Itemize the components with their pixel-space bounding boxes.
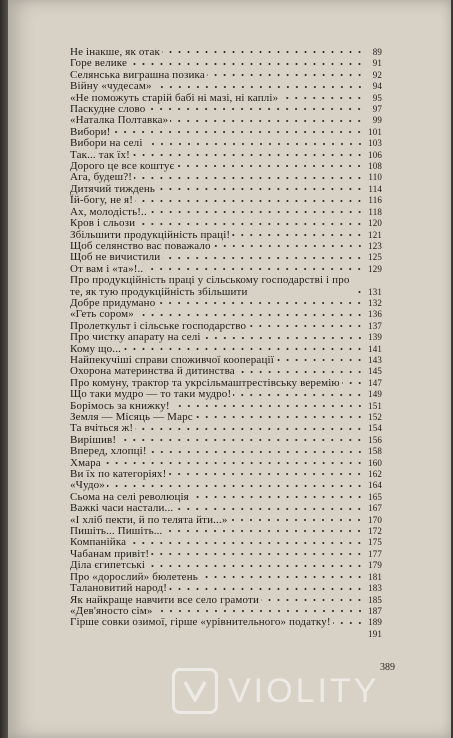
toc-entry-page: 141: [368, 343, 382, 354]
toc-entry-page: 137: [368, 320, 382, 331]
toc-entry-page: 187: [368, 605, 382, 616]
toc-entry-page: 191: [368, 628, 382, 639]
dot-leader: [157, 185, 364, 193]
toc-entry-page: 179: [368, 560, 382, 571]
dot-leader: [157, 299, 364, 307]
toc-entry: [70, 469, 382, 480]
toc-entry-title: Компанійка: [70, 536, 127, 549]
dot-leader: [170, 117, 364, 125]
toc-entry-title: «Геть сором»: [70, 308, 134, 321]
toc-entry-title: Про комуну, трактор та укрсільмаштрестівську веремію: [70, 376, 340, 389]
dot-leader: [229, 516, 364, 524]
toc-entry-title: Добре придумано: [70, 296, 156, 309]
toc-entry-title: Так... так їх!: [70, 148, 130, 161]
toc-entry-title: Про чистку апарату на селі: [70, 331, 201, 344]
toc-entry-page: 177: [368, 548, 382, 559]
toc-entry-page: 136: [368, 309, 382, 320]
dot-leader: [203, 334, 364, 342]
dot-leader: [261, 596, 364, 604]
table-of-contents: [70, 47, 382, 640]
toc-entry-page: 151: [368, 400, 382, 411]
toc-entry-title: «Чудо»: [70, 479, 105, 492]
toc-entry: [70, 138, 382, 149]
dot-leader: [164, 527, 364, 535]
toc-entry-page: 181: [368, 571, 382, 582]
dot-leader: [162, 48, 364, 56]
toc-entry-title: Гірше совки озимої, гірше «урівнительного» податку!: [70, 616, 331, 629]
dot-leader: [195, 413, 364, 421]
toc-entry-page: 94: [372, 81, 382, 92]
toc-entry: [70, 389, 382, 400]
toc-entry-page: 149: [368, 389, 382, 400]
toc-entry: [70, 252, 382, 263]
dot-leader: [147, 562, 364, 570]
toc-entry-page: 165: [368, 491, 382, 502]
dot-leader: [145, 140, 364, 148]
toc-entry-title: Ага, будеш?!: [70, 171, 133, 184]
toc-entry-page: 145: [368, 366, 382, 377]
dot-leader: [154, 83, 364, 91]
dot-leader: [134, 174, 364, 182]
toc-entry-page: 106: [368, 149, 382, 160]
dot-leader: [280, 94, 364, 102]
toc-entry-title: Талановитий народ!: [70, 582, 168, 595]
dot-leader: [149, 448, 364, 456]
dot-leader: [276, 356, 364, 364]
dot-leader: [342, 379, 364, 387]
toc-entry-title: Селянська виграшна позика: [70, 68, 205, 81]
dot-leader: [237, 368, 364, 376]
dot-leader: [232, 231, 364, 239]
toc-entry-title: Важкі часи настали...: [70, 502, 174, 515]
toc-entry: [70, 503, 382, 514]
toc-entry-title: «І хліб пекти, й по телята йти...»: [70, 513, 228, 526]
dot-leader: [176, 162, 364, 170]
toc-entry-page: 167: [368, 503, 382, 514]
toc-entry-page: 162: [368, 469, 382, 480]
spacer: [70, 630, 364, 638]
toc-entry-title: Борімось за книжку!: [70, 399, 170, 412]
book-binding-edge: [0, 0, 8, 738]
toc-entry-title: Щоб селянство вас поважало: [70, 239, 211, 252]
toc-entry-page: 154: [368, 423, 382, 434]
toc-entry: [70, 560, 382, 571]
toc-entry: [70, 332, 382, 343]
toc-entry-title: «Не поможуть старій бабі ні мазі, ні каплі»: [70, 91, 279, 104]
watermark: [172, 668, 379, 714]
toc-entry-continuation: [70, 629, 382, 640]
toc-entry-page: 103: [368, 138, 382, 149]
toc-entry: [70, 423, 382, 434]
toc-entry-page: 125: [368, 252, 382, 263]
dot-leader: [135, 197, 364, 205]
toc-entry-page: 160: [368, 457, 382, 468]
dot-leader: [123, 345, 364, 353]
dot-leader: [168, 470, 364, 478]
toc-entry-page: 183: [368, 583, 382, 594]
toc-entry: [70, 115, 382, 126]
toc-entry-title: Дорого це все коштує: [70, 160, 175, 173]
toc-entry-title: Пролеткульт і сільське господарство: [70, 319, 247, 332]
toc-entry-page: 118: [368, 206, 382, 217]
dot-leader: [103, 459, 364, 467]
toc-entry: [70, 195, 382, 206]
toc-entry-title: Щоб не вичистили: [70, 251, 161, 264]
toc-entry: [70, 446, 382, 457]
toc-entry-page: 129: [368, 263, 382, 274]
toc-entry-page: 123: [368, 240, 382, 251]
dot-leader: [145, 265, 364, 273]
watermark-brand: VIOLITY: [228, 671, 380, 710]
toc-entry-title: Сьома на селі революція: [70, 490, 189, 503]
toc-entry-page: 114: [368, 183, 382, 194]
toc-entry-title: Найпекучіші справи споживчої кооперації: [70, 353, 274, 366]
violity-logo-icon: [172, 668, 218, 714]
toc-entry-title: Паскудне слово: [70, 103, 146, 116]
toc-entry-page: 116: [368, 195, 382, 206]
toc-entry-title: «Дев'яносто сім»: [70, 604, 153, 617]
dot-leader: [149, 208, 364, 216]
toc-entry-page: 132: [368, 297, 382, 308]
dot-leader: [354, 288, 364, 296]
toc-entry-page: 95: [372, 92, 382, 103]
page-number: 389: [380, 662, 395, 673]
dot-leader: [191, 493, 364, 501]
toc-entry-title: Збільшити продукційність праці!: [70, 228, 231, 241]
toc-entry-page: 120: [368, 218, 382, 229]
toc-entry-title: Горе велике: [70, 57, 128, 70]
dot-leader: [112, 128, 364, 136]
toc-entry-page: 152: [368, 412, 382, 422]
toc-entry-title: Пишіть... Пишіть...: [70, 525, 163, 538]
dot-leader: [233, 391, 364, 399]
toc-entry-title: Вирішив!: [70, 433, 117, 446]
toc-entry-title: Ви їх по категоріях!: [70, 468, 167, 481]
toc-entry-title: Кров і сльози: [70, 217, 136, 230]
dot-leader: [200, 573, 364, 581]
toc-entry-page: 164: [368, 480, 382, 491]
toc-entry-page: 92: [372, 69, 382, 80]
dot-leader: [169, 585, 364, 593]
dot-leader: [162, 254, 364, 262]
toc-entry-page: 175: [368, 537, 382, 548]
dot-leader: [107, 482, 364, 490]
dot-leader: [132, 151, 364, 159]
toc-entry: [70, 81, 382, 92]
toc-entry-page: 89: [372, 47, 382, 57]
dot-leader: [207, 71, 364, 79]
toc-entry-title: Війну «чудесам»: [70, 80, 152, 93]
toc-entry-title: Вибори!: [70, 125, 111, 138]
toc-entry-page: 121: [368, 229, 382, 240]
toc-entry: [70, 275, 382, 298]
toc-entry-page: 97: [372, 104, 382, 115]
toc-entry: [70, 617, 382, 628]
toc-entry-title: Що таки мудро — то таки мудро!: [70, 388, 232, 401]
dot-leader: [118, 436, 364, 444]
dot-leader: [213, 242, 364, 250]
toc-entry-title: Хмара: [70, 456, 101, 469]
dot-leader: [128, 539, 364, 547]
toc-entry-page: 189: [368, 617, 382, 628]
toc-entry-title: Та вчіться ж!: [70, 422, 134, 435]
toc-entry-page: 131: [368, 286, 382, 297]
toc-entry-title: Охорона материнства й дитинства: [70, 365, 235, 378]
toc-entry-page: 156: [368, 434, 382, 445]
dot-leader: [137, 220, 364, 228]
toc-entry-page: 185: [368, 594, 382, 605]
toc-entry-page: 108: [368, 161, 382, 172]
dot-leader: [172, 402, 364, 410]
toc-entry-title: Вперед, хлопці!: [70, 445, 147, 458]
dot-leader: [175, 505, 364, 513]
toc-entry-page: 158: [368, 446, 382, 457]
dot-leader: [248, 322, 364, 330]
toc-entry-title: Як найкраще навчити все село грамоти: [70, 593, 260, 606]
toc-entry-title: Дитячий тиждень: [70, 182, 156, 195]
toc-entry-page: 99: [372, 115, 382, 126]
dot-leader: [129, 60, 364, 68]
toc-entry-page: 91: [372, 58, 382, 69]
toc-entry-title: Земля — Місяць — Марс: [70, 411, 193, 423]
dot-leader: [135, 425, 364, 433]
toc-entry-title: Про продукційність праці у сільському господарстві і про те, як тую продукційність збільшити: [70, 274, 350, 298]
toc-entry-title: Кому що...: [70, 342, 122, 355]
dot-leader: [136, 311, 364, 319]
toc-entry-title: Про «дорослий» бюлетень: [70, 570, 198, 583]
toc-entry-title: От вам і «та»!..: [70, 262, 144, 275]
dot-leader: [155, 607, 364, 615]
toc-entry-title: Чабанам привіт!: [70, 547, 150, 560]
toc-entry: [70, 218, 382, 229]
dot-leader: [147, 105, 364, 113]
dot-leader: [151, 550, 364, 558]
toc-entry-page: 110: [368, 172, 382, 183]
toc-entry-title: Ах, молодість!..: [70, 205, 147, 218]
toc-entry-page: 172: [368, 526, 382, 537]
book-page: [8, 0, 451, 738]
toc-entry-title: «Наталка Полтавка»: [70, 114, 169, 127]
toc-entry-title: Не інакше, як отак: [70, 46, 160, 58]
toc-entry-title: Їй-богу, не я!: [70, 194, 134, 207]
dot-leader: [333, 619, 364, 627]
toc-entry: [70, 583, 382, 594]
toc-entry-title: Діла єгипетські: [70, 559, 146, 572]
toc-entry-page: 139: [368, 332, 382, 343]
toc-entry-title: Вибори на селі: [70, 137, 143, 150]
toc-entry-page: 170: [368, 514, 382, 525]
toc-entry-page: 147: [368, 377, 382, 388]
toc-entry-page: 101: [368, 126, 382, 137]
toc-entry-page: 143: [368, 354, 382, 365]
